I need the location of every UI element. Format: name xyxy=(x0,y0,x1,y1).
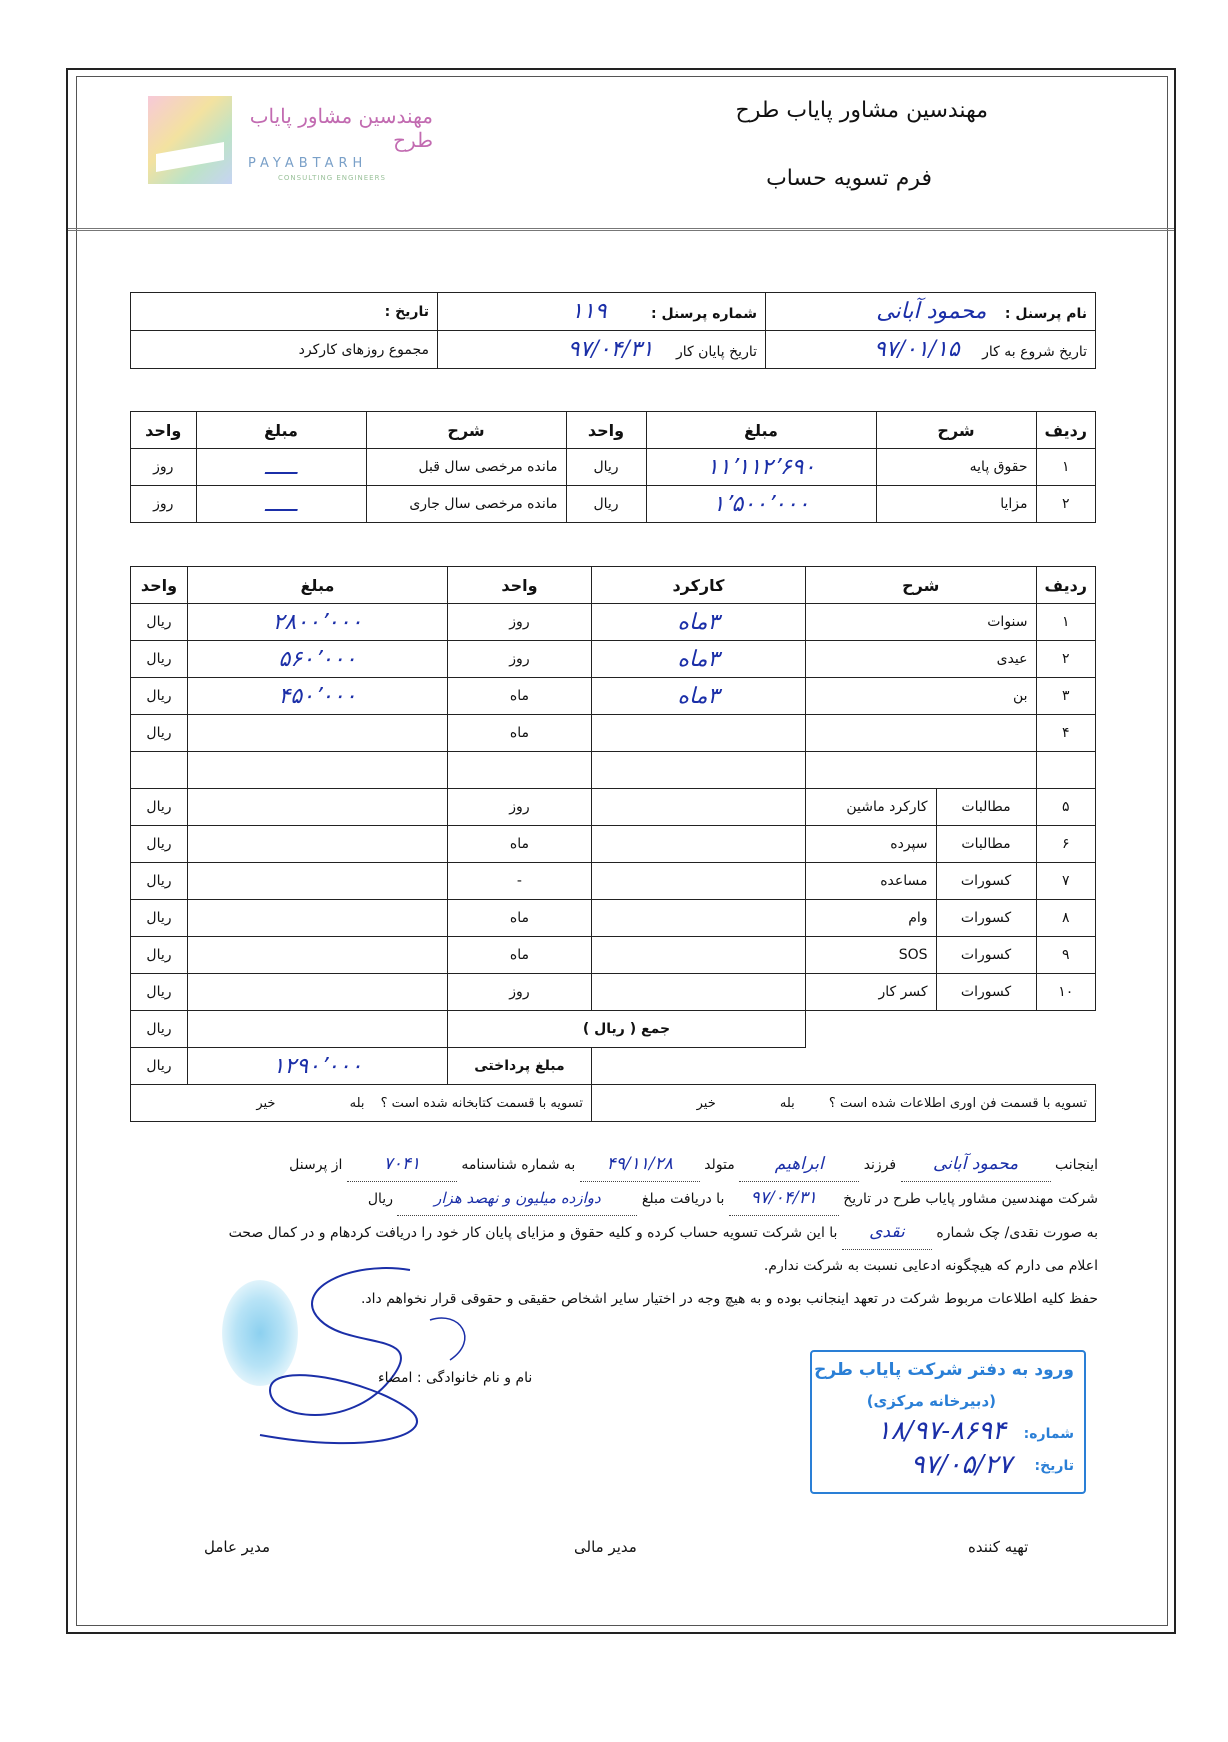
cell-amount xyxy=(187,826,447,863)
personnel-info-table xyxy=(130,292,1096,369)
cell-unit2: ریال xyxy=(131,789,188,826)
cell-row: ۷ xyxy=(1036,863,1095,900)
end-value: ۹۷/۰۴/۳۱ xyxy=(567,337,654,362)
col-unit2: واحد xyxy=(131,567,188,604)
cell-unit: روز xyxy=(447,974,591,1011)
stamp-num-label: شماره: xyxy=(1023,1426,1074,1442)
number-label: شماره پرسنل : xyxy=(650,306,757,322)
name-label: نام پرسنل : xyxy=(1004,306,1087,322)
table-row xyxy=(131,752,1096,789)
agreement-line2c: ریال xyxy=(367,1191,393,1207)
number-cell xyxy=(438,293,766,331)
registration-stamp xyxy=(810,1350,1086,1494)
table-row xyxy=(131,863,1096,900)
cell-unit: ماه xyxy=(447,900,591,937)
signature-label: نام و نام خانوادگی : امضاء xyxy=(378,1370,533,1386)
agreement-amount-words: دوازده میلیون و نهصد هزار xyxy=(397,1182,637,1216)
total-label xyxy=(447,1011,805,1048)
cell-desc: عیدی xyxy=(805,641,1036,678)
cell-row: ۶ xyxy=(1036,826,1095,863)
cell-work xyxy=(591,974,805,1011)
agreement-name: محمود آبانی xyxy=(901,1148,1051,1182)
cell-desc2: مانده مرخصی سال قبل xyxy=(366,449,566,486)
cell-cat: مطالبات xyxy=(936,789,1036,826)
end-cell xyxy=(438,331,766,369)
cell-row: ۵ xyxy=(1036,789,1095,826)
cell-unit: روز xyxy=(447,641,591,678)
cell-desc: سنوات xyxy=(805,604,1036,641)
form-title: فرم تسویه حساب xyxy=(766,166,932,191)
company-logo xyxy=(148,96,433,186)
cell-amount xyxy=(187,974,447,1011)
cell-amount: ۱٬۵۰۰٬۰۰۰ xyxy=(646,486,876,523)
start-cell xyxy=(766,331,1096,369)
cell-cat: کسورات xyxy=(936,974,1036,1011)
days-cell xyxy=(131,331,438,369)
cell-work xyxy=(591,900,805,937)
cell-unit2: ریال xyxy=(131,900,188,937)
cell-unit: روز xyxy=(447,604,591,641)
cell-cat: کسورات xyxy=(936,937,1036,974)
agreement-line-2 xyxy=(130,1182,1098,1216)
cell-desc: حقوق پایه xyxy=(876,449,1036,486)
cell-unit: ماه xyxy=(447,678,591,715)
cell-unit2: ریال xyxy=(131,863,188,900)
stamp-date-label: تاریخ: xyxy=(1034,1458,1074,1474)
finance-manager: مدیر مالی xyxy=(574,1538,637,1556)
cell-amount2: ـــــ xyxy=(196,486,366,523)
table-row xyxy=(131,715,1096,752)
table-row xyxy=(131,789,1096,826)
col-amount: مبلغ xyxy=(187,567,447,604)
cell-cat: کسورات xyxy=(936,863,1036,900)
end-label: تاریخ پایان کار xyxy=(675,344,757,360)
cell-unit: ماه xyxy=(447,715,591,752)
cell-row: ۱ xyxy=(1036,604,1095,641)
agreement-cheque: نقدی xyxy=(842,1216,932,1250)
cell-amount: ۵۶۰٬۰۰۰ xyxy=(187,641,447,678)
cell-work: ۳ماه xyxy=(591,678,805,715)
agreement-line2b: با دریافت مبلغ xyxy=(641,1191,725,1207)
total-unit: ریال xyxy=(131,1011,188,1048)
cell-unit: ریال xyxy=(566,486,646,523)
cell-work xyxy=(591,826,805,863)
cell-amount: ۲۸۰۰٬۰۰۰ xyxy=(187,604,447,641)
cell-desc: بن xyxy=(805,678,1036,715)
table-row xyxy=(131,678,1096,715)
agreement-id: ۷۰۴۱ xyxy=(347,1148,457,1182)
it-clearance xyxy=(591,1085,1095,1122)
cell-work: ۳ماه xyxy=(591,604,805,641)
settlement-table xyxy=(130,566,1096,1122)
col-desc: شرح xyxy=(876,412,1036,449)
company-title: مهندسین مشاور پایاب طرح xyxy=(735,98,988,123)
cell-unit: - xyxy=(447,863,591,900)
it-question: تسویه با قسمت فن اوری اطلاعات شده است ؟ xyxy=(828,1095,1087,1111)
agreement-line-3 xyxy=(130,1216,1098,1250)
col-work: کارکرد xyxy=(591,567,805,604)
stamp-date-value: ۹۷/۰۵/۲۷ xyxy=(910,1450,1012,1480)
cell-amount xyxy=(187,715,447,752)
date-cell xyxy=(131,293,438,331)
cell-amount2: ـــــ xyxy=(196,449,366,486)
cell-row: ۲ xyxy=(1036,641,1095,678)
agreement-father: ابراهیم xyxy=(739,1148,859,1182)
agreement-line-1 xyxy=(130,1148,1098,1182)
logo-mark-icon xyxy=(148,96,232,184)
cell-unit2: ریال xyxy=(131,641,188,678)
cell-unit2: ریال xyxy=(131,826,188,863)
prepared-by: تهیه کننده xyxy=(968,1538,1029,1556)
cell-work: ۳ماه xyxy=(591,641,805,678)
cell-desc: SOS xyxy=(805,937,936,974)
cell-amount: ۴۵۰٬۰۰۰ xyxy=(187,678,447,715)
cell-unit2: ریال xyxy=(131,715,188,752)
days-label: مجموع روزهای کارکرد xyxy=(298,341,429,358)
cell-row: ۸ xyxy=(1036,900,1095,937)
paid-unit: ریال xyxy=(131,1048,188,1085)
logo-text-en: PAYABTARH xyxy=(248,156,368,171)
cell-unit: ماه xyxy=(447,826,591,863)
start-value: ۹۷/۰۱/۱۵ xyxy=(873,337,960,362)
cell-row: ۱ xyxy=(1036,449,1095,486)
ceo: مدیر عامل xyxy=(204,1538,271,1556)
col-amount2: مبلغ xyxy=(196,412,366,449)
cell-desc: کارکرد ماشین xyxy=(805,789,936,826)
col-unit: واحد xyxy=(447,567,591,604)
cell-desc: مزایا xyxy=(876,486,1036,523)
cell-unit2: ریال xyxy=(131,678,188,715)
cell-desc2: مانده مرخصی سال جاری xyxy=(366,486,566,523)
date-label: تاریخ : xyxy=(384,303,429,320)
col-unit2: واحد xyxy=(131,412,197,449)
cell-amount xyxy=(187,937,447,974)
signature-scribble-icon xyxy=(230,1260,533,1460)
agreement-p4: به شماره شناسنامه xyxy=(461,1157,576,1173)
cell-desc: مساعده xyxy=(805,863,936,900)
library-question: تسویه با قسمت کتابخانه شده است ؟ xyxy=(380,1095,583,1111)
cell-amount xyxy=(187,863,447,900)
cell-desc: کسر کار xyxy=(805,974,936,1011)
cell-amount xyxy=(187,900,447,937)
cell-work xyxy=(591,752,805,789)
paid-label-text: مبلغ پرداختی xyxy=(474,1058,565,1074)
cell-unit2 xyxy=(131,752,188,789)
col-unit: واحد xyxy=(566,412,646,449)
cell-desc: وام xyxy=(805,900,936,937)
it-yes[interactable]: بله xyxy=(779,1095,795,1111)
cell-unit2: ریال xyxy=(131,604,188,641)
agreement-line-4: اعلام می دارم که هیچگونه ادعایی نسبت به شرکت ندارم. xyxy=(763,1258,1098,1274)
cell-unit xyxy=(447,752,591,789)
salary-table xyxy=(130,411,1096,523)
cell-unit: روز xyxy=(447,789,591,826)
library-no[interactable]: خیر xyxy=(256,1095,276,1111)
paid-label xyxy=(447,1048,591,1085)
stamp-line1: ورود به دفتر شرکت پایاب طرح xyxy=(814,1360,1074,1380)
table-row xyxy=(131,641,1096,678)
name-cell xyxy=(766,293,1096,331)
paid-amount: ۱۲۹۰٬۰۰۰ xyxy=(187,1048,447,1085)
cell-work xyxy=(591,937,805,974)
it-no[interactable]: خیر xyxy=(696,1095,716,1111)
table-row xyxy=(131,937,1096,974)
agreement-p2: فرزند xyxy=(863,1157,897,1173)
agreement-birth: ۴۹/۱۱/۲۸ xyxy=(580,1148,700,1182)
cell-unit: ماه xyxy=(447,937,591,974)
cell-row: ۴ xyxy=(1036,715,1095,752)
table-row xyxy=(131,900,1096,937)
agreement-line3b: با این شرکت تسویه حساب کرده و کلیه حقوق و مزایای پایان کار خود را دریافت کردهام و در کمال صحت xyxy=(228,1225,838,1241)
cell-amount xyxy=(187,789,447,826)
table-row xyxy=(131,604,1096,641)
agreement-line2a: شرکت مهندسین مشاور پایاب طرح در تاریخ xyxy=(843,1191,1098,1207)
library-clearance xyxy=(131,1085,592,1122)
agreement-p1: اینجانب xyxy=(1055,1157,1098,1173)
start-label: تاریخ شروع به کار xyxy=(982,344,1087,360)
cell-amount: ۱۱٬۱۱۲٬۶۹۰ xyxy=(646,449,876,486)
cell-amount xyxy=(187,752,447,789)
cell-cat: مطالبات xyxy=(936,826,1036,863)
cell-unit: ریال xyxy=(566,449,646,486)
col-amount: مبلغ xyxy=(646,412,876,449)
agreement-line3a: به صورت نقدی/ چک شماره xyxy=(936,1225,1098,1241)
cell-work xyxy=(591,863,805,900)
cell-work xyxy=(591,715,805,752)
logo-text-fa: مهندسین مشاور پایاب طرح xyxy=(249,104,433,152)
cell-unit2: ریال xyxy=(131,937,188,974)
library-yes[interactable]: بله xyxy=(349,1095,365,1111)
cell-row: ۲ xyxy=(1036,486,1095,523)
agreement-date: ۹۷/۰۴/۳۱ xyxy=(729,1182,839,1216)
cell-work xyxy=(591,789,805,826)
agreement-line-5: حفظ کلیه اطلاعات مربوط شرکت در تعهد اینجانب بوده و به هیچ وجه در اختیار سایر اشخاص حقیقی و حقوقی قرار نخواهم داد. xyxy=(360,1291,1098,1307)
number-value: ۱۱۹ xyxy=(571,299,607,324)
cell-desc xyxy=(805,715,1036,752)
table-row xyxy=(131,974,1096,1011)
col-desc: شرح xyxy=(805,567,1036,604)
table-row xyxy=(131,486,1096,523)
stamp-line2: (دبیرخانه مرکزی) xyxy=(866,1392,996,1410)
cell-unit2: روز xyxy=(131,449,197,486)
agreement-p3: متولد xyxy=(704,1157,735,1173)
stamp-num-value: ۱۸/۹۷-۸۶۹۴ xyxy=(876,1416,1006,1446)
cell-row: ۳ xyxy=(1036,678,1095,715)
table-row xyxy=(131,826,1096,863)
agreement-p5: از پرسنل xyxy=(289,1157,343,1173)
cell-unit2: ریال xyxy=(131,974,188,1011)
total-label-text: جمع ( ریال ) xyxy=(582,1021,671,1037)
table-row xyxy=(131,449,1096,486)
cell-desc xyxy=(805,752,1036,789)
cell-unit2: روز xyxy=(131,486,197,523)
cell-row xyxy=(1036,752,1095,789)
col-row: ردیف xyxy=(1036,412,1095,449)
col-desc2: شرح xyxy=(366,412,566,449)
total-amount xyxy=(187,1011,447,1048)
logo-subtitle: CONSULTING ENGINEERS xyxy=(278,174,386,182)
col-row: ردیف xyxy=(1036,567,1095,604)
cell-row: ۱۰ xyxy=(1036,974,1095,1011)
cell-desc: سپرده xyxy=(805,826,936,863)
cell-row: ۹ xyxy=(1036,937,1095,974)
name-value: محمود آبانی xyxy=(876,299,987,324)
cell-cat: کسورات xyxy=(936,900,1036,937)
